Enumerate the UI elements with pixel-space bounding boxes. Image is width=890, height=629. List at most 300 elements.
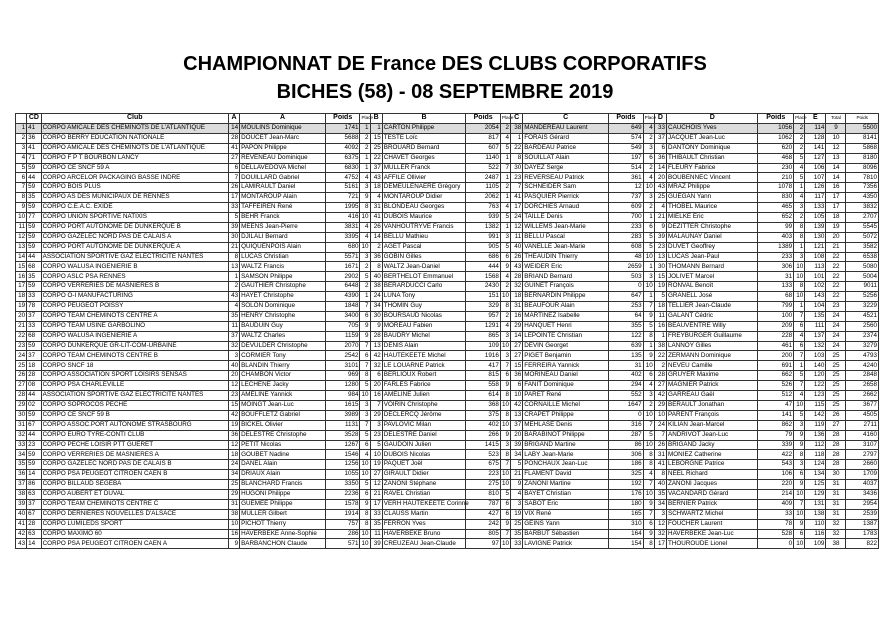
table-cell: 815 bbox=[466, 371, 501, 381]
table-cell: 799 bbox=[758, 302, 794, 312]
table-cell: 233 bbox=[609, 222, 644, 232]
table-cell: CORPO BILLAUD SEGEBA bbox=[41, 480, 228, 490]
table-cell: 6 bbox=[360, 489, 370, 499]
table-cell: 2236 bbox=[325, 489, 360, 499]
table-cell: 10 bbox=[794, 292, 805, 302]
table-cell: 5 bbox=[794, 153, 805, 163]
table-cell: MORINEAU Daniel bbox=[523, 371, 609, 381]
table-cell: 686 bbox=[466, 252, 501, 262]
table-cell: 1671 bbox=[325, 262, 360, 272]
table-cell: 15 bbox=[510, 361, 522, 371]
table-cell: 21 bbox=[228, 242, 239, 252]
table-cell: FERRON Yves bbox=[382, 519, 466, 529]
table-cell: 30 bbox=[510, 163, 522, 173]
table-cell: 514 bbox=[609, 163, 644, 173]
table-cell: 41 bbox=[654, 460, 666, 470]
table-cell: 20 bbox=[510, 430, 522, 440]
table-cell: 36 bbox=[510, 371, 522, 381]
table-cell: TAILLE Denis bbox=[523, 213, 609, 223]
table-cell: DELESTRE Daniel bbox=[382, 430, 466, 440]
table-cell: HENRY Christophe bbox=[240, 311, 326, 321]
table-cell: 7 bbox=[370, 400, 382, 410]
table-cell: 17 bbox=[510, 203, 522, 213]
table-cell: 2 bbox=[654, 361, 666, 371]
table-cell: CORPO GAZELEC NORD PAS DE CALAIS A bbox=[41, 232, 228, 242]
table-row bbox=[16, 410, 879, 420]
table-header bbox=[16, 114, 879, 124]
table-cell: 2711 bbox=[846, 420, 879, 430]
table-cell: 121 bbox=[805, 242, 826, 252]
table-cell: BARBANCHON Claude bbox=[240, 539, 326, 549]
table-cell: PAPON Philippe bbox=[240, 143, 326, 153]
table-cell: 101 bbox=[805, 272, 826, 282]
table-cell: BICKEL Olivier bbox=[240, 420, 326, 430]
table-cell: 6 bbox=[643, 222, 654, 232]
table-cell: 7 bbox=[360, 361, 370, 371]
table-cell: 125 bbox=[805, 480, 826, 490]
table-cell: CORPO PORT AUTONOME DE DUNKERQUE B bbox=[41, 222, 228, 232]
page-subtitle: BICHES (58) - 08 SEPTEMBRE 2019 bbox=[276, 81, 614, 103]
table-cell: 6 bbox=[360, 311, 370, 321]
table-cell: 30 bbox=[16, 410, 27, 420]
table-cell: 10 bbox=[794, 509, 805, 519]
table-cell: 1647 bbox=[609, 400, 644, 410]
table-cell: THOMIN Guy bbox=[382, 302, 466, 312]
table-cell: 4 bbox=[16, 153, 27, 163]
table-cell: CARTON Philippe bbox=[382, 124, 466, 134]
table-cell: 7 bbox=[794, 311, 805, 321]
table-cell: 9 bbox=[500, 519, 510, 529]
table-cell: 1105 bbox=[466, 183, 501, 193]
table-cell: 5 bbox=[370, 440, 382, 450]
table-cell: 2 bbox=[794, 124, 805, 134]
table-cell: 2539 bbox=[846, 509, 879, 519]
table-cell: 0 bbox=[609, 410, 644, 420]
table-cell: 31 bbox=[758, 272, 794, 282]
table-cell: 28 bbox=[16, 391, 27, 401]
table-cell: 14 bbox=[654, 163, 666, 173]
table-cell: 43 bbox=[510, 262, 522, 272]
table-cell: 571 bbox=[325, 539, 360, 549]
table-cell: 12 bbox=[16, 232, 27, 242]
table-cell: CORPO PSA PEUGEOT CITROEN CAEN A bbox=[41, 539, 228, 549]
table-cell: 969 bbox=[325, 371, 360, 381]
table-cell: BAYET Christian bbox=[523, 489, 609, 499]
table-cell: 5 bbox=[228, 213, 239, 223]
table-cell: 40 bbox=[654, 480, 666, 490]
table-cell: 8 bbox=[370, 262, 382, 272]
table-cell: 40 bbox=[370, 272, 382, 282]
table-row bbox=[16, 539, 879, 549]
table-cell: AFFILE Ollivier bbox=[382, 173, 466, 183]
table-cell: 27 bbox=[826, 420, 846, 430]
table-cell: 210 bbox=[758, 173, 794, 183]
table-cell: 4 bbox=[794, 193, 805, 203]
table-cell: 3 bbox=[510, 499, 522, 509]
table-cell: 526 bbox=[758, 381, 794, 391]
table-cell: 7 bbox=[360, 420, 370, 430]
table-cell: 28 bbox=[228, 133, 239, 143]
table-cell: 3 bbox=[654, 509, 666, 519]
table-cell: 6830 bbox=[325, 163, 360, 173]
table-cell: 37 bbox=[27, 499, 41, 509]
table-cell: 26 bbox=[510, 252, 522, 262]
table-cell: 32 bbox=[370, 361, 382, 371]
table-cell: CORPO PSA PEUGEOT CITROEN CAEN B bbox=[41, 470, 228, 480]
table-cell: 1 bbox=[228, 272, 239, 282]
table-cell: 9 bbox=[654, 222, 666, 232]
table-body bbox=[16, 124, 879, 549]
table-cell: FLEURY Fabrice bbox=[667, 163, 758, 173]
table-cell: 38 bbox=[510, 124, 522, 134]
table-cell: 14 bbox=[16, 252, 27, 262]
table-cell: 503 bbox=[609, 272, 644, 282]
table-cell: PIGET Benjamin bbox=[523, 351, 609, 361]
table-cell: 805 bbox=[466, 529, 501, 539]
table-cell: 32 bbox=[228, 341, 239, 351]
header-cell: E bbox=[805, 114, 826, 124]
table-cell: 41 bbox=[27, 124, 41, 134]
table-cell: BOURSAUD Nicolas bbox=[382, 311, 466, 321]
table-cell: 10 bbox=[794, 272, 805, 282]
table-cell: 8 bbox=[654, 470, 666, 480]
table-cell: 33 bbox=[654, 124, 666, 134]
table-cell: 7 bbox=[643, 480, 654, 490]
header-cell: B bbox=[370, 114, 382, 124]
table-cell: CORPO AUBERT ET DUVAL bbox=[41, 489, 228, 499]
table-cell: 939 bbox=[466, 213, 501, 223]
table-cell: GUEGAN Yann bbox=[667, 193, 758, 203]
table-cell: 7 bbox=[794, 351, 805, 361]
table-cell: 3 bbox=[360, 252, 370, 262]
table-cell: 8 bbox=[360, 519, 370, 529]
table-cell: 9 bbox=[16, 203, 27, 213]
table-cell: THOMANN Bernard bbox=[667, 262, 758, 272]
table-cell: 68 bbox=[27, 331, 41, 341]
table-cell: 402 bbox=[609, 371, 644, 381]
table-cell: 59 bbox=[27, 460, 41, 470]
table-cell: 427 bbox=[466, 509, 501, 519]
table-row bbox=[16, 163, 879, 173]
table-cell: 14 bbox=[826, 173, 846, 183]
table-cell: 737 bbox=[609, 193, 644, 203]
table-cell: 111 bbox=[805, 321, 826, 331]
table-cell: 104 bbox=[805, 302, 826, 312]
table-row bbox=[16, 391, 879, 401]
table-cell: CORPO ASSOCIATION SPORT LOISIRS SENSAS bbox=[41, 371, 228, 381]
table-cell: 3400 bbox=[325, 311, 360, 321]
table-cell: 4240 bbox=[846, 361, 879, 371]
table-cell: 8 bbox=[510, 153, 522, 163]
table-cell: 38 bbox=[654, 341, 666, 351]
table-cell: MALAUNAY Daniel bbox=[667, 232, 758, 242]
table-cell: 33 bbox=[27, 292, 41, 302]
table-cell: 4521 bbox=[846, 311, 879, 321]
table-cell: 375 bbox=[466, 410, 501, 420]
table-cell: 32 bbox=[826, 529, 846, 539]
table-cell: 9 bbox=[360, 321, 370, 331]
table-cell: 41 bbox=[228, 143, 239, 153]
table-cell: 639 bbox=[609, 341, 644, 351]
table-cell: 4390 bbox=[325, 292, 360, 302]
table-cell: BERLIOUX Robert bbox=[382, 371, 466, 381]
table-cell: 22 bbox=[510, 143, 522, 153]
table-cell: CORPO TEAM CHEMINOTS CENTRE A bbox=[41, 311, 228, 321]
table-cell: 11 bbox=[370, 529, 382, 539]
table-cell: DELLAVEDOVA Michel bbox=[240, 163, 326, 173]
table-cell: 230 bbox=[758, 163, 794, 173]
table-cell: 1056 bbox=[758, 124, 794, 134]
table-cell: 275 bbox=[466, 480, 501, 490]
table-cell: BOUFFLETZ Gabriel bbox=[240, 410, 326, 420]
table-cell: 67 bbox=[27, 509, 41, 519]
table-cell: DUBOIS Nicolas bbox=[382, 450, 466, 460]
table-cell: 1 bbox=[794, 242, 805, 252]
table-cell: HANQUET Henri bbox=[523, 321, 609, 331]
table-cell: ASSOCIATION SPORTIVE GAZ ELECTRICITE NANTES bbox=[41, 252, 228, 262]
table-cell: CORPO VERRERIES DE MASNIERES B bbox=[41, 282, 228, 292]
table-cell: BLANCHARD Francis bbox=[240, 480, 326, 490]
table-cell: 3 bbox=[643, 143, 654, 153]
table-cell: 3436 bbox=[846, 489, 879, 499]
table-cell: BARDEAU Patrice bbox=[523, 143, 609, 153]
table-cell: DANTONY Dominique bbox=[667, 143, 758, 153]
table-cell: 117 bbox=[805, 193, 826, 203]
table-cell: MIELKE Eric bbox=[667, 213, 758, 223]
table-row bbox=[16, 302, 879, 312]
table-cell: 1 bbox=[643, 341, 654, 351]
table-cell: 6 bbox=[360, 440, 370, 450]
table-cell: 112 bbox=[805, 440, 826, 450]
table-cell: 35 bbox=[27, 193, 41, 203]
table-cell: 3831 bbox=[325, 222, 360, 232]
table-cell: 19 bbox=[16, 302, 27, 312]
table-cell: WILLEMS Jean-Marie bbox=[523, 222, 609, 232]
table-cell: 23 bbox=[654, 242, 666, 252]
table-cell: 24 bbox=[826, 321, 846, 331]
table-cell: 14 bbox=[826, 163, 846, 173]
table-row bbox=[16, 440, 879, 450]
table-cell: 142 bbox=[805, 410, 826, 420]
table-cell: 5080 bbox=[846, 262, 879, 272]
table-cell: MRAZ Philippe bbox=[667, 183, 758, 193]
table-cell: 1 bbox=[360, 153, 370, 163]
table-cell: 1916 bbox=[466, 351, 501, 361]
table-cell: 4350 bbox=[846, 193, 879, 203]
header-cell: CD bbox=[27, 114, 41, 124]
table-cell: 30 bbox=[370, 311, 382, 321]
table-cell: AGET Pascal bbox=[382, 242, 466, 252]
table-cell: MOULINS Dominique bbox=[240, 124, 326, 134]
table-cell: 8 bbox=[794, 282, 805, 292]
table-cell: 1078 bbox=[758, 183, 794, 193]
table-cell: 266 bbox=[466, 430, 501, 440]
table-cell: CORPO BERRY EDUCATION NATIONALE bbox=[41, 133, 228, 143]
table-cell: 8 bbox=[643, 460, 654, 470]
table-cell: BOUBENNEC Vincent bbox=[667, 173, 758, 183]
table-cell: 675 bbox=[466, 460, 501, 470]
table-cell: CORPO LUMILEDS SPORT bbox=[41, 519, 228, 529]
table-cell: 13 bbox=[510, 410, 522, 420]
table-cell: 25 bbox=[228, 480, 239, 490]
table-cell: 19 bbox=[370, 460, 382, 470]
table-cell: 20 bbox=[654, 173, 666, 183]
table-cell: 329 bbox=[466, 302, 501, 312]
table-cell: 680 bbox=[325, 242, 360, 252]
table-cell: 12 bbox=[826, 143, 846, 153]
table-cell: 4 bbox=[500, 272, 510, 282]
table-cell: 59 bbox=[27, 410, 41, 420]
table-cell: 7 bbox=[654, 430, 666, 440]
table-cell: 59 bbox=[27, 183, 41, 193]
table-cell: 3832 bbox=[846, 203, 879, 213]
table-cell: 10 bbox=[794, 539, 805, 549]
table-cell: 31 bbox=[654, 450, 666, 460]
table-cell: FANIT Dominique bbox=[523, 381, 609, 391]
table-cell: 4505 bbox=[846, 410, 879, 420]
table-cell: 59 bbox=[27, 282, 41, 292]
table-cell: MEENS Jean-Pierre bbox=[240, 222, 326, 232]
table-cell: 21 bbox=[826, 242, 846, 252]
table-cell: 1387 bbox=[846, 519, 879, 529]
table-cell: CORPO ARCELOR PACKAGING BASSE INDRE bbox=[41, 173, 228, 183]
table-cell: 5 bbox=[360, 480, 370, 490]
header-cell bbox=[16, 114, 27, 124]
table-cell: 35 bbox=[370, 519, 382, 529]
table-cell: 8180 bbox=[846, 153, 879, 163]
table-cell: 4 bbox=[794, 331, 805, 341]
table-cell: 1159 bbox=[325, 331, 360, 341]
table-cell: 2560 bbox=[846, 321, 879, 331]
table-cell: CORPO MAXIMO 60 bbox=[41, 529, 228, 539]
table-cell: 2 bbox=[794, 213, 805, 223]
table-cell: REVERSEAU Patrick bbox=[523, 173, 609, 183]
table-cell: 6 bbox=[794, 321, 805, 331]
table-cell: 122 bbox=[805, 381, 826, 391]
table-cell: 26 bbox=[826, 410, 846, 420]
table-cell: 97 bbox=[466, 539, 501, 549]
table-row bbox=[16, 203, 879, 213]
table-cell: 1256 bbox=[325, 460, 360, 470]
table-cell: 12 bbox=[654, 519, 666, 529]
table-cell: HUGONI Philippe bbox=[240, 489, 326, 499]
table-cell: 1578 bbox=[325, 499, 360, 509]
table-cell: 1 bbox=[643, 213, 654, 223]
table-cell: 403 bbox=[758, 232, 794, 242]
table-cell: 5688 bbox=[325, 133, 360, 143]
table-cell: 3 bbox=[794, 420, 805, 430]
table-cell: 6 bbox=[228, 163, 239, 173]
table-cell: 10 bbox=[643, 183, 654, 193]
table-cell: 9 bbox=[794, 440, 805, 450]
table-cell: LAVIGNE Patrick bbox=[523, 539, 609, 549]
table-cell: 17 bbox=[228, 193, 239, 203]
table-cell: 4 bbox=[500, 133, 510, 143]
table-cell: MANDEREAU Laurent bbox=[523, 124, 609, 134]
table-cell: 607 bbox=[466, 143, 501, 153]
table-cell: 2 bbox=[370, 242, 382, 252]
table-cell: LUCAS Jean-Paul bbox=[667, 252, 758, 262]
table-cell: 35 bbox=[16, 460, 27, 470]
table-cell: 558 bbox=[466, 381, 501, 391]
table-cell: CORPO VERRERIES DE MASNIERES A bbox=[41, 450, 228, 460]
table-cell: 361 bbox=[609, 173, 644, 183]
table-cell: 4 bbox=[360, 173, 370, 183]
table-cell: 4 bbox=[654, 203, 666, 213]
table-cell: 7 bbox=[228, 173, 239, 183]
table-cell: DELESTRE Christophe bbox=[240, 430, 326, 440]
table-cell: TESTE Loïc bbox=[382, 133, 466, 143]
table-cell: 8 bbox=[360, 371, 370, 381]
table-cell: 9 bbox=[510, 480, 522, 490]
table-cell: 830 bbox=[758, 193, 794, 203]
table-cell: 154 bbox=[609, 539, 644, 549]
table-cell: 29 bbox=[228, 489, 239, 499]
table-cell: 6 bbox=[643, 371, 654, 381]
table-cell: 141 bbox=[805, 143, 826, 153]
table-cell: 8 bbox=[500, 450, 510, 460]
table-cell: BAUDUIN Guy bbox=[240, 321, 326, 331]
table-cell: 10 bbox=[643, 361, 654, 371]
table-cell: 37 bbox=[27, 351, 41, 361]
table-cell: 27 bbox=[654, 381, 666, 391]
table-cell: 7 bbox=[500, 163, 510, 173]
table-cell: MONIEZ Catherine bbox=[667, 450, 758, 460]
table-cell: 133 bbox=[758, 282, 794, 292]
table-cell: 7 bbox=[500, 460, 510, 470]
table-cell: 9 bbox=[500, 381, 510, 391]
table-cell: 3 bbox=[360, 400, 370, 410]
table-cell: 17 bbox=[16, 282, 27, 292]
table-cell: 22 bbox=[826, 252, 846, 262]
table-cell: 14 bbox=[370, 232, 382, 242]
table-cell: CORPO ASLC PSA RENNES bbox=[41, 272, 228, 282]
table-cell: 2487 bbox=[466, 173, 501, 183]
table-cell: LEPOINTE Christian bbox=[523, 331, 609, 341]
table-cell: CHAVET Georges bbox=[382, 153, 466, 163]
table-cell: 2660 bbox=[846, 460, 879, 470]
table-cell: 38 bbox=[826, 539, 846, 549]
table-cell: 614 bbox=[466, 391, 501, 401]
table-cell: 31 bbox=[826, 480, 846, 490]
table-cell: 47 bbox=[758, 400, 794, 410]
table-cell: 21 bbox=[510, 470, 522, 480]
table-cell: 4 bbox=[794, 391, 805, 401]
table-cell: 176 bbox=[609, 489, 644, 499]
table-cell: 31 bbox=[16, 420, 27, 430]
table-cell: 37 bbox=[510, 420, 522, 430]
table-cell: 2 bbox=[794, 143, 805, 153]
table-cell: 41 bbox=[27, 143, 41, 153]
table-cell: 71 bbox=[27, 153, 41, 163]
table-cell: 6 bbox=[16, 173, 27, 183]
table-cell: 32 bbox=[510, 282, 522, 292]
table-cell: 1 bbox=[643, 292, 654, 302]
table-cell: 119 bbox=[805, 420, 826, 430]
table-cell: 25 bbox=[826, 391, 846, 401]
table-cell: FLAMENT David bbox=[523, 470, 609, 480]
table-cell: 552 bbox=[609, 391, 644, 401]
table-cell: AMELINE Yannick bbox=[240, 391, 326, 401]
table-cell: 10 bbox=[794, 489, 805, 499]
table-cell: 3 bbox=[360, 410, 370, 420]
table-cell: 2 bbox=[228, 282, 239, 292]
table-cell: 3 bbox=[370, 420, 382, 430]
table-cell: 2 bbox=[360, 143, 370, 153]
table-cell: GALANT Cédric bbox=[667, 311, 758, 321]
table-cell: 63 bbox=[27, 489, 41, 499]
table-cell: 44 bbox=[27, 173, 41, 183]
